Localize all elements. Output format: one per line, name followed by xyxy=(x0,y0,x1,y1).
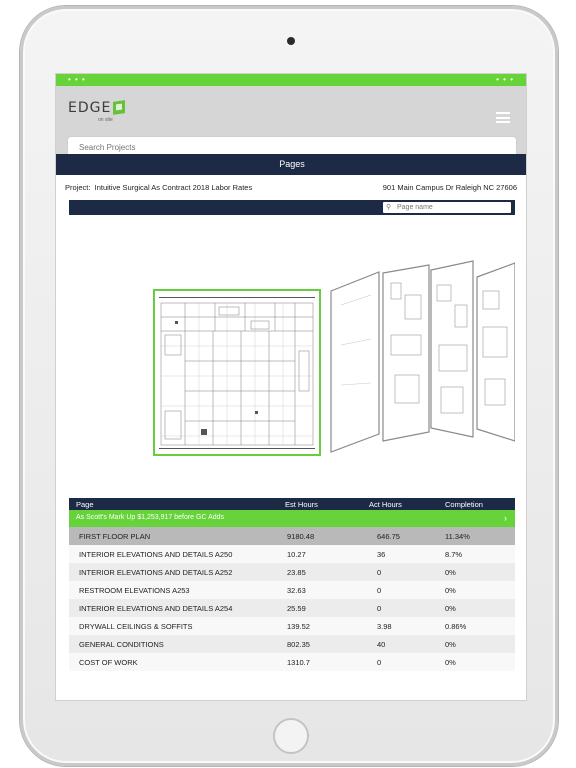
header-act-hours[interactable]: Act Hours xyxy=(369,500,402,509)
chevron-right-icon: › xyxy=(504,513,507,523)
page-search-placeholder: Page name xyxy=(397,204,433,211)
cell-page: RESTROOM ELEVATIONS A253 xyxy=(79,586,190,595)
cell-est-hours: 23.85 xyxy=(287,568,306,577)
cell-est-hours: 25.59 xyxy=(287,604,306,613)
cell-completion: 0.86% xyxy=(445,622,467,631)
sheet-3[interactable] xyxy=(383,265,429,441)
cell-est-hours: 10.27 xyxy=(287,550,306,559)
cube-logo-icon xyxy=(113,100,125,115)
page-search-field[interactable] xyxy=(383,202,511,213)
logo-subtitle: on site xyxy=(98,117,113,123)
table-row[interactable] xyxy=(69,581,515,599)
cell-act-hours: 0 xyxy=(377,586,382,595)
cell-act-hours: 646.75 xyxy=(377,532,400,541)
cell-est-hours: 802.35 xyxy=(287,640,310,649)
header-page[interactable]: Page xyxy=(76,500,94,509)
cell-est-hours: 139.52 xyxy=(287,622,310,631)
cell-page: INTERIOR ELEVATIONS AND DETAILS A252 xyxy=(79,568,233,577)
table-row[interactable] xyxy=(69,527,515,545)
cell-completion: 0% xyxy=(445,568,456,577)
group-row[interactable] xyxy=(69,510,515,527)
pages-title-bar: Pages xyxy=(56,154,527,175)
cell-act-hours: 0 xyxy=(377,568,382,577)
table-row[interactable] xyxy=(69,545,515,563)
table-header xyxy=(69,498,515,510)
cell-completion: 0% xyxy=(445,586,456,595)
floor-plan-drawing xyxy=(155,291,319,454)
project-info xyxy=(65,183,517,195)
cell-act-hours: 3.98 xyxy=(377,622,392,631)
project-address: 901 Main Campus Dr Raleigh NC 27606 xyxy=(382,183,517,192)
cell-completion: 0% xyxy=(445,640,456,649)
cell-completion: 0% xyxy=(445,658,456,667)
cell-act-hours: 0 xyxy=(377,658,382,667)
edge-logo[interactable] xyxy=(68,100,125,123)
sheet-2[interactable] xyxy=(331,272,379,452)
table-row[interactable] xyxy=(69,617,515,635)
header-est-hours[interactable]: Est Hours xyxy=(285,500,318,509)
sheet-4[interactable] xyxy=(431,261,473,437)
cell-act-hours: 36 xyxy=(377,550,386,559)
project-title: Intuitive Surgical As Contract 2018 Labor Rates xyxy=(94,183,253,192)
cell-est-hours: 1310.7 xyxy=(287,658,310,667)
pages-table xyxy=(69,498,515,671)
cell-page: INTERIOR ELEVATIONS AND DETAILS A250 xyxy=(79,550,233,559)
cell-completion: 0% xyxy=(445,604,456,613)
app-screen xyxy=(55,73,527,701)
cell-page: FIRST FLOOR PLAN xyxy=(79,532,151,541)
cell-completion: 8.7% xyxy=(445,550,463,559)
group-label: As Scott's Mark Up $1,253,917 before GC Adds xyxy=(76,514,225,521)
status-dots-right: • • • xyxy=(496,75,514,84)
table-row[interactable] xyxy=(69,635,515,653)
logo-text: EDGE xyxy=(68,100,112,116)
status-dots-left: • • • xyxy=(68,75,86,84)
project-label: Project: xyxy=(65,183,91,192)
cell-completion: 11.34% xyxy=(445,532,470,541)
table-row[interactable] xyxy=(69,563,515,581)
header-completion[interactable]: Completion xyxy=(445,500,483,509)
search-icon: ⚲ xyxy=(386,204,392,211)
page-carousel[interactable] xyxy=(69,200,515,498)
first-floor-plan-thumbnail[interactable] xyxy=(153,289,321,456)
project-name xyxy=(65,183,252,192)
table-row[interactable] xyxy=(69,653,515,671)
cell-act-hours: 0 xyxy=(377,604,382,613)
home-button[interactable] xyxy=(273,718,309,754)
cell-act-hours: 40 xyxy=(377,640,386,649)
cell-page: DRYWALL CEILINGS & SOFFITS xyxy=(79,622,193,631)
front-camera xyxy=(287,37,295,45)
status-bar xyxy=(56,74,526,86)
cell-page: COST OF WORK xyxy=(79,658,138,667)
cell-est-hours: 9180.48 xyxy=(287,532,315,541)
viewer-toolbar xyxy=(69,200,515,215)
cell-page: GENERAL CONDITIONS xyxy=(79,640,164,649)
sheet-5[interactable] xyxy=(477,263,515,441)
hamburger-menu-icon[interactable] xyxy=(496,112,510,123)
cell-est-hours: 32.63 xyxy=(287,586,306,595)
app-header xyxy=(56,86,526,154)
table-row[interactable] xyxy=(69,599,515,617)
cell-page: INTERIOR ELEVATIONS AND DETAILS A254 xyxy=(79,604,233,613)
